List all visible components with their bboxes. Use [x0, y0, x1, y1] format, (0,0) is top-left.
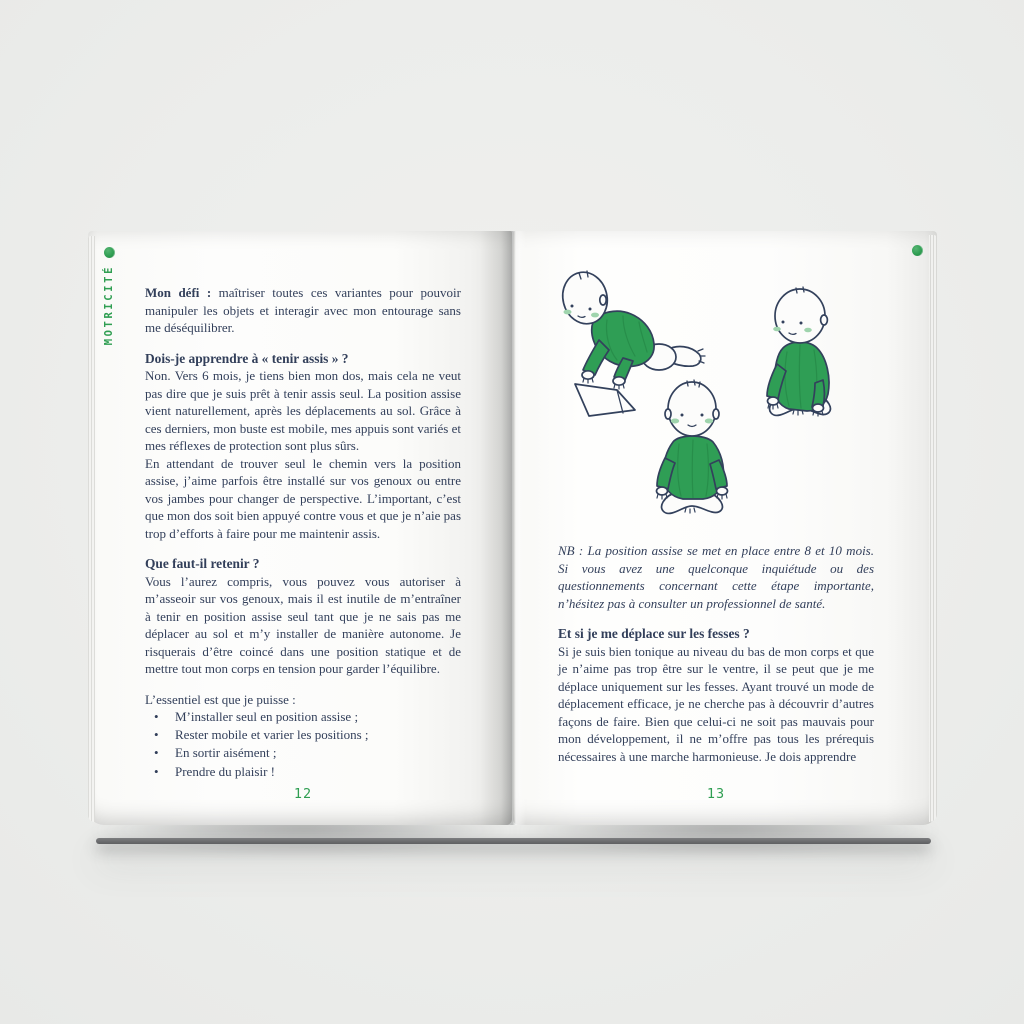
para-mon-defi-rest: maîtriser toutes ces variantes pour pouvoir manipuler les objets et interagir avec mon entourage sans me déséquilibrer. — [145, 285, 461, 335]
nb-note: NB : La position assise se met en place entre 8 et 10 mois. Si vous avez une quelconque inquiétude ou des questionnements concernant cette étape importante, n’hésitez pas à consulter un professionnel de santé. — [558, 543, 874, 611]
essentials-list — [145, 708, 461, 781]
para-deplace-fesses: Si je suis bien tonique au niveau du bas de mon corps et que je n’aime pas trop être sur le ventre, il se peut que je me déplace uniquement sur les fesses. Ayant trouvé un mode de déplacement efficace, je ne cherche pas à découvrir d’autres façons de faire. Bien que celui-ci ne soit pas mauvais pour mon développement, il ne m’offre pas tous les prérequis nécessaires à une marche harmonieuse. Je dois apprendre — [558, 643, 874, 764]
chapter-side-label: MOTRICITÉ — [103, 265, 115, 346]
baby-sitting-cross-legged-front — [657, 380, 728, 513]
list-item — [145, 726, 461, 744]
heading-deplace-fesses: Et si je me déplace sur les fesses ? — [558, 626, 750, 641]
para-mon-defi — [145, 284, 461, 337]
bullet-icon: • — [154, 709, 159, 724]
book-spread — [88, 231, 937, 825]
list-item-text: M’installer seul en position assise ; — [175, 709, 359, 724]
para-mon-defi-lead: Mon défi : — [145, 285, 212, 300]
chapter-dot-icon — [104, 247, 115, 258]
heading-tenir-assis: Dois-je apprendre à « tenir assis » ? — [145, 350, 349, 366]
list-item-text: En sortir aisément ; — [175, 745, 277, 761]
bullet-icon: • — [154, 745, 159, 761]
list-item — [145, 744, 461, 762]
page-number-13: 13 — [706, 786, 726, 802]
left-page-text-column — [145, 284, 461, 781]
right-page — [513, 231, 937, 825]
left-page — [88, 231, 512, 825]
right-page-text-column — [558, 542, 874, 765]
list-item — [145, 763, 461, 781]
bullet-icon: • — [154, 727, 159, 743]
para-tenir-assis-1: Non. Vers 6 mois, je tiens bien mon dos, mais cela ne veut pas dire que je suis prêt à tenir assis seul. La position assise vient naturellement, après les déplacements au sol. Grâce à ces derniers, mon buste est mobile, mes appuis sont variés et mes réflexes de protection sont plus sûrs. — [145, 368, 461, 453]
baby-sitting-cross-legged-side — [767, 287, 830, 416]
page-number-12: 12 — [293, 786, 313, 802]
chapter-marker — [101, 247, 117, 345]
heading-que-faut-il-retenir: Que faut-il retenir ? — [145, 556, 260, 571]
bullet-icon: • — [154, 763, 159, 779]
babies-illustration — [555, 258, 933, 536]
para-retenir: Vous l’aurez compris, vous pouvez vous autoriser à m’asseoir sur vos genoux, mais il est inutile de m’entraîner à tenir en position assise seul tant que je ne sais pas me déplacer au sol et m’y installer de manière autonome. Je risquerais d’être coincé dans une position statique et de mettre tout mon corps en tension pour garder l’équilibre. — [145, 573, 461, 676]
list-item-text: Rester mobile et varier les positions ; — [175, 727, 369, 743]
para-tenir-assis-2: En attendant de trouver seul le chemin vers la position assise, j’aime parfois être installé sur vos genoux ou entre vos jambes pour changer de perspective. L’important, c’est que mon dos soit bien appuyé contre vous et que je n’aie pas trop d’efforts à faire pour me maintenir assis. — [145, 455, 461, 541]
list-item — [145, 708, 461, 726]
list-intro: L’essentiel est que je puisse : — [145, 691, 296, 707]
book-cover-bottom-edge — [96, 838, 931, 844]
chapter-dot-icon — [912, 245, 923, 256]
list-item-text: Prendre du plaisir ! — [175, 763, 276, 779]
